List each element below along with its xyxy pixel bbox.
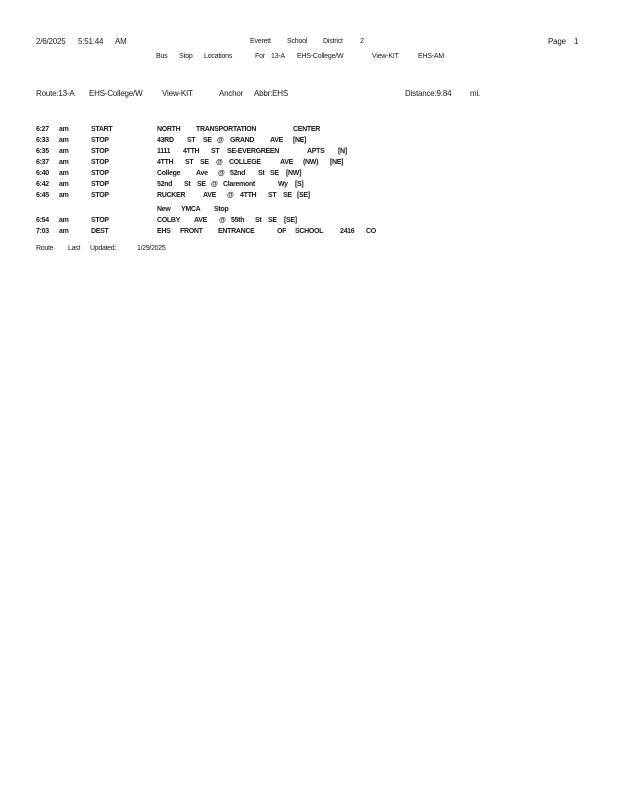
route-view: View-KIT — [162, 89, 193, 98]
stop-desc-word: Ave — [196, 170, 208, 177]
stop-desc-word: COLBY — [157, 217, 181, 224]
stop-desc-word: @ — [219, 217, 226, 224]
subtitle-word: Bus — [156, 53, 168, 60]
stop-desc-word: St — [258, 170, 265, 177]
stop-desc-word: College — [157, 170, 181, 177]
stop-desc-word: COLLEGE — [229, 159, 261, 166]
page-label: Page — [548, 37, 566, 46]
stop-desc-word: AVE — [203, 192, 216, 199]
stop-time: 6:37 — [36, 159, 49, 166]
stop-desc-word: SE — [200, 159, 209, 166]
stop-time: 6:45 — [36, 192, 49, 199]
route-id: Route:13-A — [36, 89, 75, 98]
stop-desc-word: GRAND — [230, 137, 255, 144]
route-anchor: Anchor — [219, 89, 244, 98]
stop-desc-word: CO — [366, 228, 376, 235]
stop-desc-word: 55th — [231, 217, 245, 224]
stop-desc-word: [S] — [295, 181, 304, 188]
stop-desc-word: ST — [211, 148, 220, 155]
stop-type: STOP — [91, 192, 109, 199]
stop-time: 6:27 — [36, 126, 49, 133]
stop-type: STOP — [91, 148, 109, 155]
report-time: 5:51:44 — [78, 37, 104, 46]
stop-ampm: am — [59, 137, 69, 144]
stop-desc-word: SE — [203, 137, 212, 144]
stop-time: 7:03 — [36, 228, 49, 235]
stop-desc-word: SCHOOL — [295, 228, 324, 235]
stop-time: 6:54 — [36, 217, 49, 224]
stop-desc-word: 4TTH — [157, 159, 174, 166]
stop-desc-word: [NW] — [286, 170, 302, 177]
stop-desc-word: AVE — [280, 159, 293, 166]
stop-desc-word: TRANSPORTATION — [196, 126, 257, 133]
stop-desc-word: 4TTH — [183, 148, 200, 155]
stop-ampm: am — [59, 126, 69, 133]
stop-desc-word: ST — [187, 137, 196, 144]
stop-ampm: am — [59, 228, 69, 235]
stop-desc-word: NORTH — [157, 126, 181, 133]
stop-desc-word: SE — [283, 192, 292, 199]
stop-desc-word: @ — [227, 192, 234, 199]
stop-time: 6:42 — [36, 181, 49, 188]
report-date: 2/6/2025 — [36, 37, 66, 46]
district-word: 2 — [360, 38, 364, 45]
stop-ampm: am — [59, 159, 69, 166]
stop-desc-word: @ — [216, 159, 223, 166]
subtitle-word: EHS-AM — [418, 53, 445, 60]
subtitle-word: View-KIT — [372, 53, 399, 60]
stop-desc-word: [SE] — [284, 217, 297, 224]
stop-desc-word: SE — [270, 170, 279, 177]
footer-date: 1/29/2025 — [137, 245, 166, 252]
stop-desc-word: New — [157, 206, 171, 213]
stop-desc-word: ST — [185, 159, 194, 166]
stop-desc-word: ST — [268, 192, 277, 199]
report-ampm: AM — [115, 37, 127, 46]
subtitle-word: Locations — [204, 53, 233, 60]
stop-desc-word: St — [184, 181, 191, 188]
stop-desc-word: ENTRANCE — [218, 228, 255, 235]
footer-word: Route — [36, 245, 54, 252]
subtitle-word: 13-A — [271, 53, 285, 60]
stop-desc-word: APTS — [307, 148, 325, 155]
stop-desc-word: @ — [218, 170, 225, 177]
page-number: 1 — [574, 37, 579, 46]
stop-type: STOP — [91, 170, 109, 177]
stop-desc-word: EHS — [157, 228, 171, 235]
stop-desc-word: (NW) — [303, 159, 319, 166]
stop-desc-word: AVE — [270, 137, 283, 144]
stop-time: 6:35 — [36, 148, 49, 155]
stop-desc-word: OF — [277, 228, 287, 235]
stop-desc-word: Claremont — [223, 181, 255, 188]
stop-desc-word: RUCKER — [157, 192, 186, 199]
stop-desc-word: 52nd — [230, 170, 246, 177]
footer-word: Last — [68, 245, 81, 252]
stop-desc-word: SE — [197, 181, 206, 188]
stop-type: STOP — [91, 181, 109, 188]
stop-desc-word: 4TTH — [240, 192, 257, 199]
footer-word: Updated: — [90, 245, 117, 252]
stop-type: DEST — [91, 228, 109, 235]
route-name: EHS-College/W — [89, 89, 143, 98]
stop-ampm: am — [59, 217, 69, 224]
stop-ampm: am — [59, 192, 69, 199]
stop-ampm: am — [59, 148, 69, 155]
stop-time: 6:40 — [36, 170, 49, 177]
stop-desc-word: AVE — [194, 217, 207, 224]
district-word: District — [323, 38, 343, 45]
district-word: Everett — [250, 38, 271, 45]
distance-unit: mi. — [470, 89, 481, 98]
stop-desc-word: SE — [268, 217, 277, 224]
stop-ampm: am — [59, 181, 69, 188]
district-word: School — [287, 38, 308, 45]
stop-desc-word: @ — [211, 181, 218, 188]
route-distance: Distance:9.84 — [405, 89, 452, 98]
stop-ampm: am — [59, 170, 69, 177]
stop-time: 6:33 — [36, 137, 49, 144]
stop-desc-word: [NE] — [293, 137, 307, 144]
stop-desc-word: Wy — [278, 181, 288, 188]
stop-desc-word: FRONT — [180, 228, 203, 235]
stop-desc-word: 2416 — [340, 228, 355, 235]
subtitle-word: For — [255, 53, 265, 60]
stop-type: START — [91, 126, 113, 133]
stop-desc-word: 1111 — [157, 148, 171, 155]
subtitle-word: Stop — [179, 53, 193, 60]
stop-type: STOP — [91, 217, 109, 224]
stop-desc-word: [SE] — [297, 192, 310, 199]
stop-desc-word: St — [255, 217, 262, 224]
stop-type: STOP — [91, 137, 109, 144]
stop-desc-word: YMCA — [181, 206, 201, 213]
stop-desc-word: [N] — [338, 148, 347, 155]
stop-type: STOP — [91, 159, 109, 166]
route-abbr: Abbr:EHS — [254, 89, 288, 98]
stop-desc-word: SE-EVERGREEN — [227, 148, 280, 155]
stop-desc-word: 43RD — [157, 137, 174, 144]
stop-desc-word: [NE] — [330, 159, 344, 166]
stop-desc-word: 52nd — [157, 181, 173, 188]
stop-desc-word: @ — [217, 137, 224, 144]
stop-desc-word: CENTER — [293, 126, 320, 133]
subtitle-word: EHS-College/W — [297, 53, 344, 60]
stop-desc-word: Stop — [214, 206, 229, 213]
